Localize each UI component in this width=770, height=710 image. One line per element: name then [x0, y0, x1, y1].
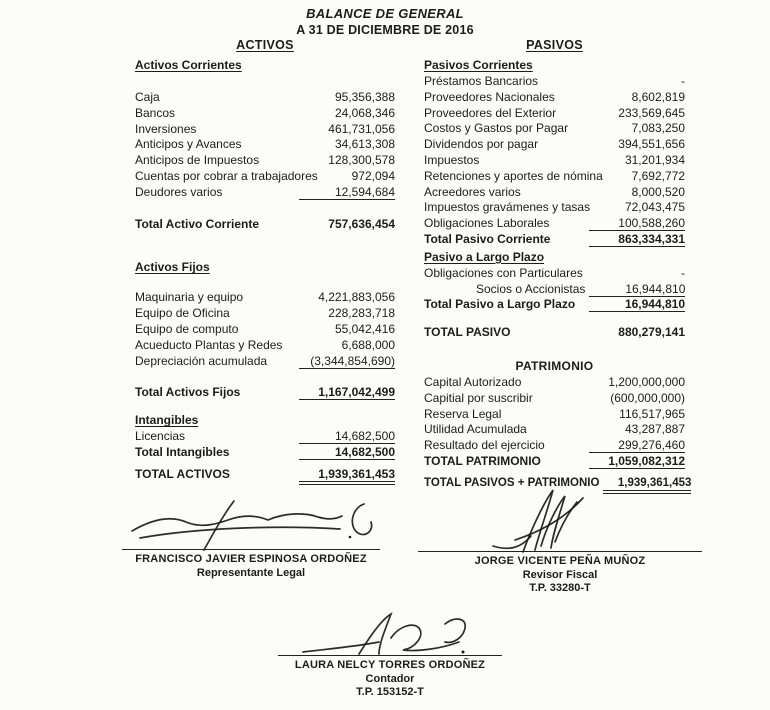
total-value: 757,636,454 — [328, 216, 395, 231]
total-value: 1,939,361,453 — [603, 476, 691, 494]
item-label: Caja — [135, 90, 160, 104]
item-label: Retenciones y aportes de nómina — [424, 168, 603, 183]
item-value: (600,000,000) — [610, 390, 685, 405]
line-item — [424, 185, 685, 201]
item-value: 233,569,645 — [618, 105, 685, 120]
item-value: 299,276,460 — [589, 438, 685, 453]
line-item — [424, 153, 685, 169]
signature-block-revisor — [418, 488, 702, 594]
activos-corrientes-heading: Activos Corrientes — [135, 58, 242, 72]
line-item — [424, 266, 685, 282]
total-value: 1,059,082,312 — [589, 454, 685, 469]
line-item — [135, 306, 395, 322]
item-label: Anticipos de Impuestos — [135, 153, 260, 168]
item-value: 228,283,718 — [328, 306, 395, 321]
item-value: 14,682,500 — [299, 429, 395, 444]
total-value: 14,682,500 — [299, 445, 395, 460]
total-label: TOTAL PASIVOS + PATRIMONIO — [424, 476, 600, 489]
item-label: Inversiones — [135, 121, 197, 136]
item-value: 1,200,000,000 — [608, 374, 685, 389]
line-item — [135, 122, 395, 138]
item-label: Obligaciones con Particulares — [424, 265, 583, 280]
signature-block-contador — [278, 612, 502, 698]
total-label: Total Activos Fijos — [135, 385, 241, 400]
signatory-name: FRANCISCO JAVIER ESPINOSA ORDOÑEZ — [135, 553, 367, 565]
item-label: Acreedores varios — [424, 184, 521, 199]
line-item — [424, 74, 685, 90]
item-value: 461,731,056 — [328, 121, 395, 136]
total-label: TOTAL PATRIMONIO — [424, 453, 541, 468]
item-value: 31,201,934 — [624, 152, 685, 167]
item-label: Capitial por suscribir — [424, 390, 533, 405]
item-value: 72,043,475 — [624, 200, 685, 215]
item-label: Préstamos Bancarios — [424, 74, 539, 88]
total-label: TOTAL ACTIVOS — [135, 466, 230, 481]
item-label: Maquinaria y equipo — [135, 290, 244, 305]
intangibles-heading: Intangibles — [135, 413, 199, 428]
item-value: 8,000,520 — [631, 184, 685, 199]
item-label: Cuentas por cobrar a trabajadores — [135, 168, 318, 183]
signature-line — [122, 549, 380, 550]
signature-line — [418, 551, 702, 552]
item-label: Obligaciones Laborales — [424, 216, 550, 231]
signatory-tp: T.P. 33280-T — [529, 582, 591, 594]
line-item — [135, 354, 395, 370]
activos-heading: ACTIVOS — [236, 38, 294, 52]
total-label: Total Intangibles — [135, 444, 230, 459]
total-label: Total Pasivo a Largo Plazo — [424, 297, 576, 312]
item-label: Capital Autorizado — [424, 374, 522, 389]
handwritten-signature — [126, 498, 376, 552]
item-value: 116,517,965 — [619, 406, 685, 421]
total-row — [424, 297, 685, 313]
line-item — [424, 438, 685, 454]
line-item — [424, 422, 685, 438]
total-value: 1,167,042,499 — [299, 385, 395, 400]
item-value: 43,287,887 — [624, 422, 685, 437]
item-value: 394,551,656 — [618, 137, 685, 152]
item-label: Depreciación acumulada — [135, 353, 268, 368]
activos-fijos-heading: Activos Fijos — [135, 260, 210, 275]
item-value: 8,602,819 — [631, 89, 685, 104]
line-item — [424, 407, 685, 423]
total-value: 863,334,331 — [589, 232, 685, 247]
total-row — [424, 325, 685, 341]
line-item — [424, 121, 685, 137]
signatory-tp: T.P. 153152-T — [356, 686, 424, 698]
pasivo-largo-plazo-heading: Pasivo a Largo Plazo — [424, 249, 545, 264]
item-label: Proveedores Nacionales — [424, 89, 555, 104]
total-row — [135, 445, 395, 461]
signature-block-representante — [122, 498, 380, 579]
total-value: 880,279,141 — [618, 325, 685, 340]
line-item — [424, 375, 685, 391]
patrimonio-heading: PATRIMONIO — [515, 358, 594, 373]
document-title-block — [0, 6, 770, 37]
signatory-name: JORGE VICENTE PEÑA MUÑOZ — [474, 555, 646, 567]
item-label: Dividendos por pagar — [424, 137, 539, 152]
line-item — [135, 338, 395, 354]
line-item — [135, 169, 395, 185]
item-value: 12,594,684 — [299, 185, 395, 200]
item-value: 95,356,388 — [334, 90, 395, 104]
item-label: Resultado del ejercicio — [424, 438, 545, 453]
line-item — [135, 90, 395, 106]
item-label: Socios o Accionistas — [476, 281, 586, 296]
document-subtitle: A 31 DE DICIEMBRE DE 2016 — [296, 23, 474, 37]
line-item — [135, 185, 395, 201]
item-value: 100,588,260 — [589, 216, 685, 231]
line-item — [135, 153, 395, 169]
total-label: Total Pasivo Corriente — [424, 231, 551, 246]
line-item — [424, 106, 685, 122]
line-item — [424, 169, 685, 185]
line-item — [135, 106, 395, 122]
item-value: 55,042,416 — [334, 321, 395, 336]
total-value: 1,939,361,453 — [299, 467, 395, 485]
item-label: Reserva Legal — [424, 406, 502, 421]
item-value: 972,094 — [351, 168, 395, 183]
item-value: 7,692,772 — [631, 168, 685, 183]
activos-column — [135, 38, 395, 483]
item-label: Equipo de computo — [135, 321, 239, 336]
item-value: 7,083,250 — [631, 121, 685, 136]
line-item — [424, 216, 685, 232]
total-row — [424, 232, 685, 248]
pasivos-column — [424, 38, 692, 492]
signatory-role: Contador — [365, 673, 415, 685]
item-value: - — [681, 74, 685, 88]
pasivos-corrientes-heading: Pasivos Corrientes — [424, 58, 533, 72]
line-item — [424, 200, 685, 216]
item-label: Equipo de Oficina — [135, 306, 230, 321]
item-value: 128,300,578 — [328, 153, 395, 168]
line-item — [424, 391, 685, 407]
total-value: 16,944,810 — [589, 297, 685, 312]
item-value: 6,688,000 — [341, 337, 395, 352]
item-label: Bancos — [135, 105, 176, 120]
line-item — [135, 137, 395, 153]
item-label: Licencias — [135, 429, 186, 444]
item-label: Utilidad Acumulada — [424, 422, 527, 437]
item-value: 34,613,308 — [334, 137, 395, 152]
line-item — [135, 322, 395, 338]
signatory-name: LAURA NELCY TORRES ORDOÑEZ — [294, 659, 486, 671]
grand-total-row — [135, 467, 395, 483]
signatory-role: Representante Legal — [196, 567, 306, 579]
handwritten-signature — [295, 612, 485, 658]
pasivos-heading: PASIVOS — [526, 38, 583, 52]
item-label: Proveedores del Exterior — [424, 105, 557, 120]
total-label: TOTAL PASIVO — [424, 325, 511, 340]
item-label: Impuestos gravámenes y tasas — [424, 200, 591, 215]
line-item — [135, 290, 395, 306]
line-item — [135, 429, 395, 445]
item-label: Costos y Gastos por Pagar — [424, 121, 569, 136]
signatory-role: Revisor Fiscal — [522, 569, 598, 581]
item-value: 24,068,346 — [334, 105, 395, 120]
total-label: Total Activo Corriente — [135, 216, 260, 231]
total-row — [424, 454, 685, 470]
item-label: Impuestos — [424, 152, 480, 167]
line-item — [424, 282, 685, 298]
line-item — [424, 137, 685, 153]
document-title: BALANCE DE GENERAL — [306, 6, 464, 21]
item-label: Anticipos y Avances — [135, 137, 242, 152]
signature-line — [278, 655, 502, 656]
item-value: 4,221,883,056 — [318, 290, 395, 305]
item-value: - — [681, 265, 685, 280]
item-value: 16,944,810 — [589, 282, 685, 297]
item-label: Acueducto Plantas y Redes — [135, 337, 283, 352]
total-row — [135, 385, 395, 401]
handwritten-signature — [485, 488, 635, 554]
item-label: Deudores varios — [135, 184, 223, 199]
item-value: (3,344,854,690) — [299, 354, 395, 369]
line-item — [424, 90, 685, 106]
total-row — [135, 217, 395, 233]
